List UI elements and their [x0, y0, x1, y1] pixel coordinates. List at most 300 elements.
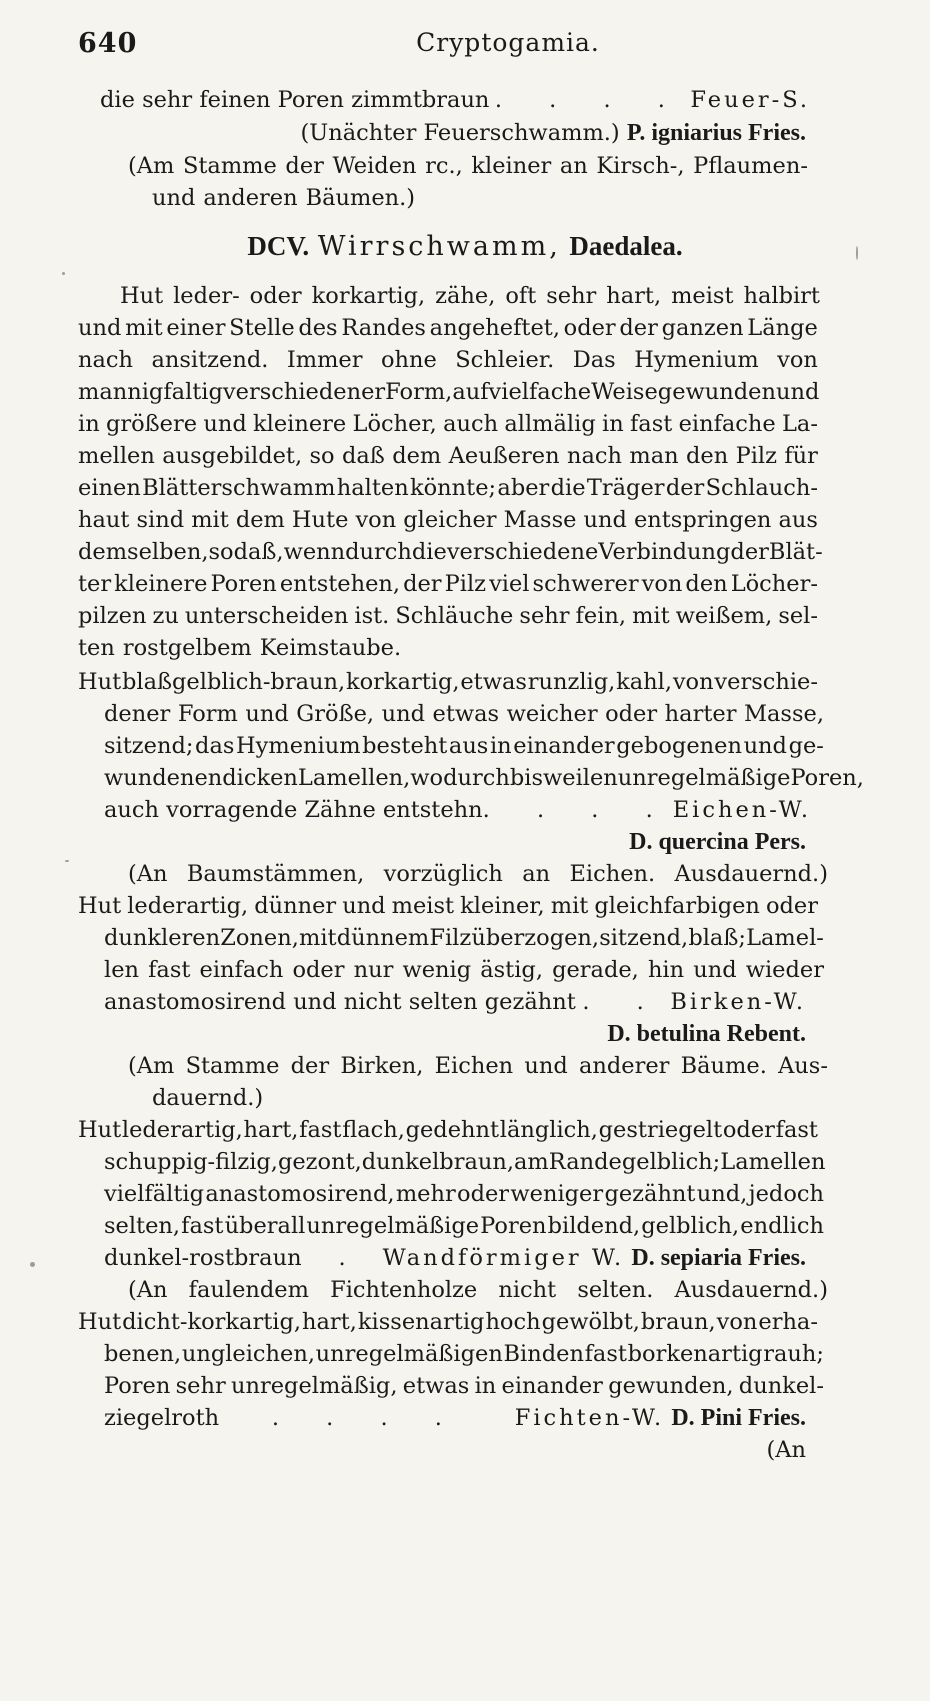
word: weicher [506, 701, 598, 727]
word: Baumstämmen, [186, 861, 365, 887]
word: die [411, 539, 447, 565]
word: aus [448, 733, 489, 759]
word: und [743, 733, 787, 759]
species-2-common-line [0, 986, 930, 1018]
word: an [522, 861, 551, 887]
word: demselben, [78, 539, 209, 565]
word: gleichfarbigen [594, 893, 760, 919]
species-4-common-line [0, 1402, 930, 1434]
word: und [693, 957, 737, 983]
word: Randes [341, 315, 426, 341]
word: erha- [758, 1309, 818, 1335]
species-1-line [104, 730, 824, 762]
word: ansitzend. [151, 347, 269, 373]
word: und [78, 315, 122, 341]
word: aber [497, 475, 550, 501]
description-line [78, 344, 818, 376]
page-header [78, 28, 873, 68]
intro-line-1-dots: . . . . [494, 87, 685, 113]
word: dicken [222, 765, 298, 791]
word: am [514, 1149, 549, 1175]
word: Masse, [743, 701, 824, 727]
word: sitzend, [599, 925, 689, 951]
word: hart, [243, 1117, 299, 1143]
species-2-line [104, 922, 824, 954]
word: einfache [678, 411, 776, 437]
word: gedehnt [405, 1117, 500, 1143]
intro-latin-name: P. igniarius Fries. [626, 120, 806, 146]
word: ohne [380, 347, 437, 373]
species-1-line [104, 762, 864, 794]
word: (An [128, 861, 168, 887]
description-line [78, 440, 818, 472]
description-line [78, 600, 818, 632]
word: verschiedene [446, 539, 599, 565]
species-3-last-line: dunkel-rostbraun [104, 1245, 302, 1271]
word: Birken, [340, 1053, 424, 1079]
scan-speck [30, 1262, 35, 1267]
species-1-line [78, 666, 818, 698]
word: dunkel- [738, 1373, 824, 1399]
species-1-latin-line [0, 826, 930, 858]
word: etwas [460, 669, 527, 695]
word: Weise [591, 379, 658, 405]
word: Träger [586, 475, 665, 501]
word: besteht [362, 733, 448, 759]
word: (An [128, 1277, 168, 1303]
word: dener [104, 701, 171, 727]
description-line [78, 472, 818, 504]
word: sehr [546, 283, 597, 309]
word: blaßgelblich-braun, [121, 669, 346, 695]
word: oft [505, 283, 537, 309]
word: an [559, 153, 588, 179]
word: endlich [740, 1213, 824, 1239]
word: Schläuche [395, 603, 514, 629]
word: oder [292, 957, 345, 983]
word: so [208, 539, 234, 565]
word: gezähnt [604, 1181, 696, 1207]
word: Lamel- [746, 925, 824, 951]
word: dünner [254, 893, 337, 919]
word: Löcher, [352, 411, 437, 437]
word: ten [78, 635, 115, 661]
word: lederartig, [121, 1117, 243, 1143]
species-3-line [78, 1114, 818, 1146]
word: hoch [485, 1309, 541, 1335]
intro-habitat-line-1 [128, 150, 808, 182]
species-4-names [515, 1402, 806, 1434]
word: länglich, [499, 1117, 598, 1143]
word: und [381, 701, 425, 727]
page-number: 640 [78, 28, 138, 59]
species-2-dots: . . [582, 989, 664, 1015]
species-2-latin-name: D. betulina Rebent. [607, 1021, 806, 1047]
species-3-line [104, 1210, 824, 1242]
word: einen [78, 475, 141, 501]
word: Hut [120, 283, 164, 309]
word: fast [629, 411, 673, 437]
word: bisweilen [509, 765, 618, 791]
word: rauh; [763, 1341, 824, 1367]
word: selten. [577, 1277, 654, 1303]
species-1-line [104, 698, 824, 730]
word: ästig, [480, 957, 543, 983]
word: Filz [429, 925, 472, 951]
word: Hut [78, 669, 122, 695]
word: Ausdauernd.) [674, 1277, 828, 1303]
word: auf [452, 379, 489, 405]
word: entstehen, [279, 571, 401, 597]
word: Hut [78, 1309, 122, 1335]
word: kleiner, [460, 893, 545, 919]
word: Hymenium [236, 733, 361, 759]
word: Binden [503, 1341, 584, 1367]
species-2-latin-line [0, 1018, 930, 1050]
word: Bäume. [680, 1053, 767, 1079]
word: vielfache [488, 379, 592, 405]
species-2-common-name: Birken-W. [670, 989, 806, 1015]
word: Kirsch-, [596, 153, 685, 179]
word: Hute [291, 507, 349, 533]
word: Fichtenholze [330, 1277, 478, 1303]
description-line [78, 568, 818, 600]
word: jedoch [748, 1181, 824, 1207]
intro-line-1-common-name: Feuer-S. [690, 87, 810, 113]
word: die [550, 475, 586, 501]
word: in [474, 1373, 497, 1399]
scan-speck [65, 860, 69, 862]
species-3-common-name: Wandförmiger W. [382, 1245, 625, 1271]
species-4-latin-name: D. Pini Fries. [671, 1405, 806, 1431]
species-1-latin-name: D. quercina Pers. [629, 829, 806, 855]
word: nur [353, 957, 394, 983]
description-line [78, 312, 818, 344]
word: vorzüglich [383, 861, 503, 887]
word: vielfältig [104, 1181, 204, 1207]
word: Weiden [332, 153, 417, 179]
word: Hut [78, 893, 122, 919]
word: von [641, 571, 683, 597]
word: von [777, 347, 818, 373]
species-1-habitat [128, 858, 828, 890]
word: Rande [548, 1149, 622, 1175]
genus-name: Wirrschwamm, [317, 231, 561, 262]
word: Poren, [790, 765, 864, 791]
word: von [355, 507, 397, 533]
word: man [629, 443, 679, 469]
word: aus [778, 507, 818, 533]
word: gezont, [277, 1149, 362, 1175]
word: und [245, 701, 289, 727]
word: nach [566, 443, 622, 469]
word: überall [224, 1213, 306, 1239]
word: von [672, 669, 714, 695]
word: Das [572, 347, 616, 373]
word: Lamellen, [297, 765, 411, 791]
word: Stamme [182, 153, 277, 179]
word: mellen [78, 443, 155, 469]
word: der [285, 153, 324, 179]
word: Aus- [778, 1053, 828, 1079]
word: zähe, [435, 283, 496, 309]
word: runzlig, [527, 669, 616, 695]
word: Löcher- [730, 571, 818, 597]
word: Masse [503, 507, 577, 533]
word: oder [249, 283, 302, 309]
word: in [78, 411, 100, 437]
genus-number: DCV. [247, 231, 310, 261]
word: kleiner [471, 153, 552, 179]
word: La- [781, 411, 818, 437]
word: dicht-korkartig, [122, 1309, 302, 1335]
word: gleicher [403, 507, 497, 533]
word: halten [336, 475, 409, 501]
word: wieder [745, 957, 824, 983]
word: Blät- [768, 539, 823, 565]
word: kissenartig [357, 1309, 485, 1335]
word: in [489, 733, 512, 759]
word: wenig [402, 957, 472, 983]
species-3-dots: . [338, 1245, 346, 1271]
species-4-line [104, 1370, 824, 1402]
word: Größe, [296, 701, 375, 727]
continuation-text [0, 1434, 930, 1466]
word: oder [765, 893, 818, 919]
word: verschie- [714, 669, 818, 695]
word: der [403, 571, 442, 597]
word: den [685, 443, 729, 469]
word: braun, [640, 1309, 716, 1335]
word: fein, [575, 603, 627, 629]
word: Länge [747, 315, 818, 341]
word: so [309, 443, 335, 469]
species-1-common-name: Eichen-W. [672, 797, 811, 823]
word: (Am [128, 1053, 175, 1079]
word: und [342, 893, 386, 919]
word: dunkelbraun, [361, 1149, 515, 1175]
word: fast [148, 957, 191, 983]
description-line [78, 504, 818, 536]
word: angeheftet, [429, 315, 560, 341]
word: rc., [425, 153, 463, 179]
word: kahl, [616, 669, 673, 695]
word: mit [191, 507, 229, 533]
word: gelblich; [621, 1149, 721, 1175]
word: und [583, 507, 627, 533]
word: dunkleren [104, 925, 221, 951]
word: Form, [385, 379, 453, 405]
word: der [619, 315, 658, 341]
species-2-line [104, 954, 824, 986]
word: mit [298, 925, 337, 951]
word: Pilz [444, 571, 487, 597]
species-4-line [78, 1306, 818, 1338]
word: borkenartig [627, 1341, 763, 1367]
word: Lamellen [720, 1149, 826, 1175]
word: gebogenen [616, 733, 742, 759]
word: Pilz [735, 443, 777, 469]
word: und [152, 185, 196, 211]
species-1-dots: . . . . [482, 797, 673, 823]
word: unregelmäßigen [315, 1341, 503, 1367]
word: und, [696, 1181, 748, 1207]
word: verschiedener [222, 379, 386, 405]
intro-line-1 [0, 84, 930, 116]
word: und [203, 411, 247, 437]
word: fast [181, 1213, 224, 1239]
word: flach, [342, 1117, 405, 1143]
word: pilzen [78, 603, 147, 629]
word: hart, [302, 1309, 357, 1335]
word: anastomosirend, [205, 1181, 395, 1207]
word: ungleichen, [181, 1341, 315, 1367]
word: Stelle [229, 315, 295, 341]
word: könnte; [410, 475, 497, 501]
word: und [524, 1053, 568, 1079]
word: und [775, 379, 820, 405]
word: hart, [606, 283, 662, 309]
word: blaß; [688, 925, 746, 951]
genus-heading [0, 230, 930, 263]
word: oder [605, 701, 658, 727]
word: allmälig [504, 411, 596, 437]
word: Keimstaube. [259, 635, 402, 661]
word: hin [647, 957, 685, 983]
species-2-habitat-line-1 [128, 1050, 828, 1082]
word: rostgelbem [122, 635, 252, 661]
word: anderer [578, 1053, 670, 1079]
continuation-word: (An [766, 1437, 806, 1463]
word: mehr [395, 1181, 456, 1207]
word: selten, [104, 1213, 181, 1239]
word: gestriegelt [598, 1117, 723, 1143]
species-4-dots: . . . . [271, 1405, 462, 1431]
word: den [685, 571, 728, 597]
word: dünnem [336, 925, 430, 951]
word: schwerer [532, 571, 639, 597]
word: nicht [498, 1277, 557, 1303]
word: einfach [199, 957, 284, 983]
word: unterscheiden [184, 603, 349, 629]
word: Bäumen.) [305, 185, 416, 211]
word: ganzen [661, 315, 744, 341]
word: der [290, 1053, 330, 1079]
word: fast [775, 1117, 818, 1143]
word: fast [584, 1341, 627, 1367]
word: ge- [788, 733, 824, 759]
word: Stamme [185, 1053, 280, 1079]
description-line [78, 536, 823, 568]
word: der [730, 539, 769, 565]
word: ist. [354, 603, 390, 629]
word: Verbindung [598, 539, 731, 565]
word: Poren [210, 571, 277, 597]
word: bildend, [547, 1213, 641, 1239]
scan-speck [62, 272, 65, 275]
word: des [298, 315, 338, 341]
species-3-names [383, 1242, 806, 1274]
word: weniger [510, 1181, 604, 1207]
word: durch [345, 539, 412, 565]
species-2-habitat-line-2: dauernd.) [152, 1085, 264, 1111]
word: sehr [175, 1373, 226, 1399]
word: das [195, 733, 235, 759]
word: zu [152, 603, 179, 629]
word: Schleier. [455, 347, 555, 373]
word: haut [78, 507, 130, 533]
species-3-common-line [0, 1242, 930, 1274]
word: (Am [128, 153, 175, 179]
description-line [78, 408, 818, 440]
word: mannigfaltig [78, 379, 223, 405]
word: einer [166, 315, 226, 341]
word: schuppig-filzig, [104, 1149, 278, 1175]
word: Aeußeren [448, 443, 560, 469]
word: unregelmäßige [617, 765, 791, 791]
word: ausgebildet, [162, 443, 303, 469]
word: etwas [402, 1373, 470, 1399]
word: etwas [432, 701, 500, 727]
word: weißem, [675, 603, 773, 629]
intro-habitat-line-2 [152, 182, 752, 214]
word: leder- [173, 283, 240, 309]
word: unregelmäßig, [230, 1373, 398, 1399]
word: wundenen [104, 765, 223, 791]
word: mit [125, 315, 163, 341]
word: sind [136, 507, 185, 533]
word: Form [177, 701, 238, 727]
word: sehr [519, 603, 570, 629]
species-3-line [104, 1146, 824, 1178]
word: halbirt [743, 283, 820, 309]
species-3-line [104, 1178, 824, 1210]
word: korkartig, [311, 283, 426, 309]
word: entspringen [633, 507, 772, 533]
word: unregelmäßige [306, 1213, 480, 1239]
word: sel- [778, 603, 818, 629]
word: für [784, 443, 818, 469]
word: mit [632, 603, 670, 629]
word: oder [722, 1117, 775, 1143]
word: überzogen, [471, 925, 600, 951]
description-line [78, 376, 818, 408]
word: einander [501, 1373, 603, 1399]
word: sitzend; [104, 733, 194, 759]
word: mit [550, 893, 589, 919]
species-2-line [78, 890, 818, 922]
species-3-habitat [128, 1274, 828, 1306]
word: kleinere [253, 411, 347, 437]
word: Ausdauernd.) [674, 861, 828, 887]
word: gewunden [657, 379, 776, 405]
word: größere [105, 411, 198, 437]
word: Zonen, [220, 925, 299, 951]
word: nach [78, 347, 133, 373]
word: gerade, [552, 957, 639, 983]
species-4-common-name: Fichten-W. [514, 1405, 665, 1431]
word: wenn [283, 539, 346, 565]
word: einander [513, 733, 615, 759]
word: dem [235, 507, 285, 533]
word: ter [78, 571, 112, 597]
species-1-common-line [0, 794, 930, 826]
word: anderen [203, 185, 298, 211]
word: meist [391, 893, 455, 919]
word: korkartig, [345, 669, 460, 695]
word: Immer [286, 347, 363, 373]
word: Hymenium [634, 347, 759, 373]
